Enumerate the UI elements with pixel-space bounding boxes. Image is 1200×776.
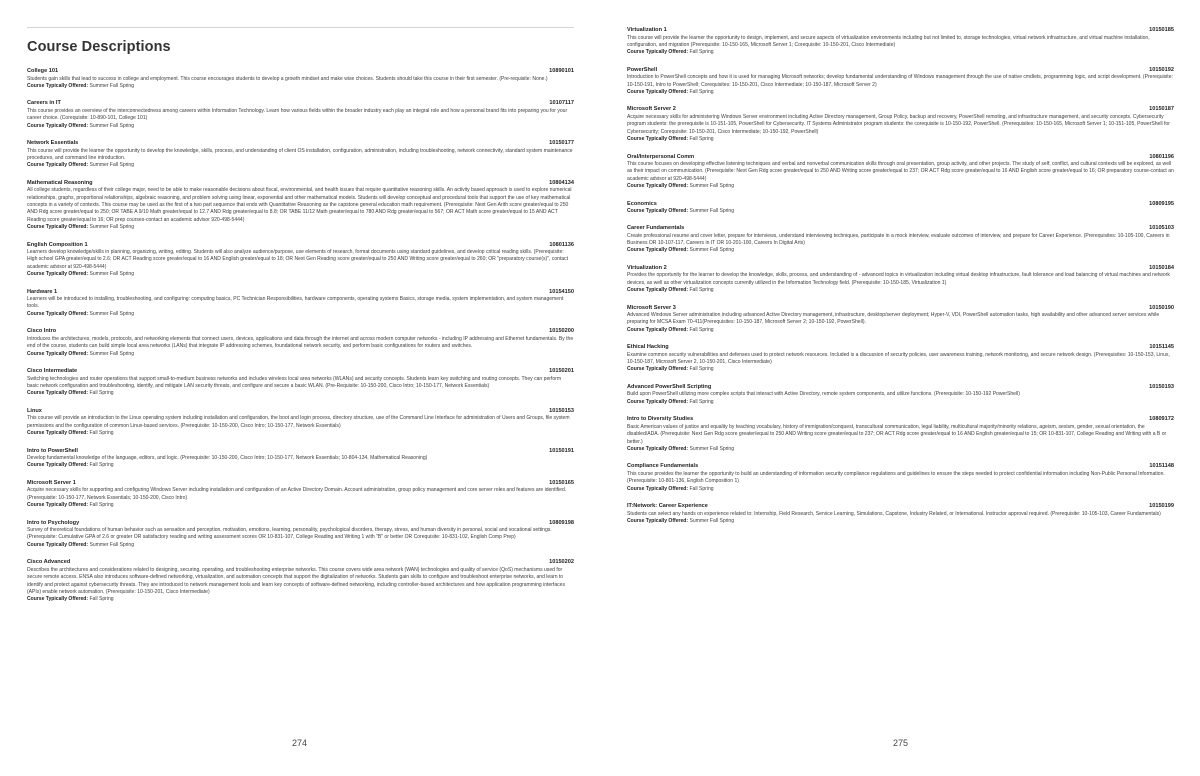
course-name: Cisco Advanced [27,559,71,566]
page-number: 275 [893,738,909,748]
course-entry [627,154,1174,191]
offered-label: Course Typically Offered: [27,350,89,357]
course-description: Learners develop knowledge/skills in planning, organizing, writing, editing. Students will also analyze audience/purpose, use elements of research, format documents using standard guidelines, and develop critical reading skills. (Prerequisite: High school GPA greater/equal to 2.6; OR ACT Reading score greater/equal to 16 AND English greater/equal to 18; OR Next Gen Reading score greater/equal to 250 AND Writing score greater/equal to 260; OR "preparatory course(s)", contact academic advisor at 920-498-5444) [27,249,569,270]
course-name: IT:Network: Career Experience [627,503,708,510]
course-number: 10150177 [549,140,574,147]
course-offered [27,462,574,469]
course-entry [627,344,1174,374]
offered-label: Course Typically Offered: [27,462,89,469]
course-offered [627,486,1174,493]
course-offered [627,89,1174,96]
course-number: 10150201 [549,368,574,375]
course-number: 10150202 [549,559,574,566]
course-entry [627,416,1174,453]
course-heading [627,305,1174,312]
course-list-left [27,68,574,614]
course-number: 10804134 [549,179,574,186]
course-entry [27,140,574,170]
course-description: Create professional resume and cover letter, prepare for interviews, understand interviewing techniques, participate in a mock interview, evaluate outcomes of interview, and prepare for Career Experience. (Prerequisites: 10-105-100, Careers in Business OR 10-107-117, Careers in IT OR 10-201-100, Careers In Digital Arts) [627,232,1170,246]
course-number: 10150193 [1149,383,1174,390]
offered-terms: Summer Fall Spring [89,541,135,548]
course-description: Introduces the architectures, models, protocols, and networking elements that connect users, devices, applications and data through the internet and across modern computer networks - including IP addressing and Ethernet fundamentals. By the end of the course, students can build simple local area networks (LANs) that integrate IP addressing schemes, foundational network security, and perform basic configurations for routers and switches. [27,335,574,350]
course-heading [27,180,574,187]
course-entry [627,67,1174,97]
course-heading [627,344,1174,351]
course-entry [27,328,574,358]
course-heading [27,559,574,566]
offered-label: Course Typically Offered: [627,183,689,190]
course-name: College 101 [27,68,59,74]
course-heading [627,154,1174,161]
course-entry [627,305,1174,335]
course-description: Build upon PowerShell utilizing more complex scripts that interact with Active Directory, remote system components, and utilize functions. (Prerequisite: 10-150-192 PowerShell) [627,391,1020,398]
course-name: Careers in IT [27,100,61,107]
course-heading [627,463,1174,470]
course-number: 10151148 [1149,463,1174,470]
course-description: Acquire necessary skills for administering Windows Server environment including Active Directory management, Group Policy, backup and recovery, PowerShell remoting, and infrastructure management, and security concepts. Cybersecurity program students: the prerequisite is 10-151-105, PowerShell for Cybersecurity. IT Systems Administrator program students: the corequisite is 10-150-192, PowerShell. (Prerequisites: 10-150-165, Microsoft Server 1; 10-151-105, PowerShell for Cybersecurity; Corequisite: 10-150-201, Cisco Intermediate; 10-150-192, PowerShell) [627,113,1170,135]
offered-label: Course Typically Offered: [27,502,89,509]
course-heading [627,265,1174,272]
course-description: Advanced Windows Server administration including advanced Active Directory management, infrastructure, desktop/server deployment; Hyper-V, VDI, PowerShell automation tasks, high availability and other advanced server services while preparing for MCSA Exam 70-411(Prerequisites: 10-150-187, Microsoft Server 2; 10-150-192, PowerShell). [627,312,1160,326]
offered-terms: Fall Spring [689,485,714,492]
course-entry [627,503,1174,525]
course-name: Virtualization 1 [627,27,667,33]
course-description: This course focuses on developing effective listening techniques and verbal and nonverbal communication skills through oral presentation, group activity, and other projects. The study of self, conflict, and cultural contexts will be explored, as well as their impact on communication. (Prerequisite: Next Gen Rdg score greater/equal to 250 AND Writing score greater/equal to 237; OR ACT Rdg score greater/equal to 16 AND English score greater/equal to 16; OR preparatory course-contact an academic advisor at 920-498-5444) [627,161,1174,182]
course-heading [627,201,1174,208]
course-name: Advanced PowerShell Scripting [627,383,712,390]
course-offered [627,208,1174,215]
course-number: 10150191 [549,447,574,454]
course-heading [27,520,574,527]
offered-terms: Fall Spring [689,366,714,373]
offered-terms: Fall Spring [689,326,714,333]
course-name: English Composition 1 [27,241,88,248]
course-number: 10150199 [1149,503,1174,510]
course-description: Students can select any hands on experience related to: Internship, Field Research, Service Learning, Simulations, Capstone, Industry Related, or International. Instructor approval required. (Prerequisite: 10-105-103, Career Fundamentals) [627,510,1161,517]
offered-terms: Summer Fall Spring [689,207,735,214]
course-entry [627,225,1174,255]
course-number: 10150200 [549,328,574,335]
course-name: Oral/Interpersonal Comm [627,153,695,160]
offered-terms: Summer Fall Spring [689,247,735,254]
course-entry [27,289,574,319]
course-number: 10150184 [1149,264,1174,271]
course-name: Intro to Diversity Studies [627,416,694,423]
offered-label: Course Typically Offered: [27,82,89,89]
course-offered [627,136,1174,143]
course-heading [27,368,574,375]
course-offered [627,366,1174,373]
course-heading [27,328,574,335]
course-heading [27,480,574,487]
course-entry [27,448,574,470]
course-heading [27,140,574,147]
course-offered [627,327,1174,334]
offered-terms: Fall Spring [689,88,714,95]
offered-label: Course Typically Offered: [627,247,689,254]
course-name: Network Essentials [27,140,79,147]
course-heading [27,100,574,107]
course-name: Cisco Intermediate [27,368,78,375]
course-name: Ethical Hacking [627,344,669,351]
offered-label: Course Typically Offered: [27,122,89,129]
course-number: 10801196 [1149,153,1174,160]
course-offered [27,351,574,358]
course-name: PowerShell [627,66,658,73]
course-name: Microsoft Server 3 [627,304,676,311]
course-description: Describes the architectures and considerations related to designing, securing, operating, and troubleshooting enterprise networks. This course covers wide area network (WAN) technologies and quality of service (QoS) mechanisms used for secure remote access. ENSA also introduces software-defined networking, virtualization, and automation concepts that support the digitalization of networks. Students gain skills to configure and troubleshoot enterprise networks, and learn to identify and protect against cybersecurity threats. They are introduced to network management tools and learn key concepts of software-defined networking, including controller-based architectures and how application programming interfaces (APIs) enable network automation. (Prerequisite: 10-150-201, Cisco Intermediate) [27,566,565,595]
course-number: 10150153 [549,407,574,414]
course-entry [627,27,1174,57]
offered-label: Course Typically Offered: [27,271,89,278]
offered-label: Course Typically Offered: [27,310,89,317]
course-number: 10150192 [1149,66,1174,73]
offered-label: Course Typically Offered: [27,596,89,603]
offered-label: Course Typically Offered: [627,88,689,95]
offered-terms: Summer Fall Spring [689,445,735,452]
course-heading [27,289,574,296]
course-description: This course will provide the learner the opportunity to design, implement, and secure aspects of virtualization environments including but not limited to, storage technologies, virtual network infrastructure, and virtual machine installation, configuration, and migration (Prerequisite: 10-150-165, Microsoft Server 1; Corequisite: 10-150-201, Cisco Intermediate) [627,34,1150,48]
course-offered [27,390,574,397]
course-number: 10801136 [549,241,574,248]
course-entry [27,559,574,603]
course-offered [27,83,574,90]
course-offered [627,49,1174,56]
course-number: 10154150 [549,288,574,295]
course-description: Examine common security vulnerabilities and defenses used to protect network resources. Included is a discussion of security policies, user awareness training, network monitoring, and secure network design. (Prerequisites: 10-150-153, Linux, 10-150-187, Microsoft Server 2, 10-150-201, Cisco Intermediate) [627,351,1170,366]
course-entry [627,106,1174,143]
offered-terms: Summer Fall Spring [89,82,135,89]
offered-terms: Fall Spring [89,596,114,603]
offered-terms: Summer Fall Spring [89,310,135,317]
course-name: Career Fundamentals [627,225,685,232]
page-number: 274 [292,738,308,748]
course-description: This course provides the learner the opportunity to build an understanding of information security compliance regulations and guidelines to ensure the steps needed to protect confidential information including Non-Public Personal Information. (Prerequisite: 10-801-136, English Composition 1) [627,470,1165,485]
course-heading [627,384,1174,391]
course-description: This course will provide an introduction to the Linux operating system including installation and configuration, the boot and login process, directory structure, use of the Command Line Interface for administration of Users and Groups, file system permissions and the configuration of common Linux-based services. (Prerequisite: 10-150-200, Cisco Intro; 10-150-177, Network Essentials) [27,415,570,429]
course-entry [27,100,574,130]
course-offered [27,123,574,130]
course-description: Basic American values of justice and equality by teaching vocabulary, history of immigration/conquest, transcultural communication, legal liability, multicultural majority/minority relations, ageism, sexism, gender, sexual orientation, the disabled/ADA. (Prerequisite: Next Gen Rdg score greater/equal to 250 AND Writing score greater/equal to 237; OR ACT Rdg score greater/equal to 16 AND English greater/equal to 15; OR 10-831-107, College Reading and Writing with a B or better.) [627,423,1167,445]
course-description: Introduction to PowerShell concepts and how it is used for managing Microsoft networks; develop fundamental understanding of Windows management through the use of native cmdlets, programming logic, and script development. (Prerequisite: 10-150-191, Intro to PowerShell; Corequisites: 10-150-201, Cisco Intermediate; 10-150-187, Microsoft Server 2) [627,74,1173,88]
course-name: Intro to Psychology [27,519,80,526]
course-description: This course will provide the learner the opportunity to develop the knowledge, skills, process, and understanding of client OS installation, configuration, administration, including troubleshooting, network connectivity, standard system maintenance procedures, and command line introduction. [27,147,573,161]
course-offered [627,446,1174,453]
offered-terms: Fall Spring [689,135,714,142]
offered-label: Course Typically Offered: [627,287,689,293]
offered-label: Course Typically Offered: [627,366,689,373]
course-heading [627,67,1174,74]
offered-label: Course Typically Offered: [627,445,689,452]
course-entry [27,480,574,510]
offered-label: Course Typically Offered: [27,224,89,231]
course-offered [27,430,574,437]
course-number: 10150190 [1149,304,1174,311]
course-description: Students gain skills that lead to success in college and employment. This course encourages students to develop a growth mindset and make wise choices. Students should take this course in their first semester. (Pre-requisite: None.) [27,75,548,82]
course-description: Learners will be introduced to installing, troubleshooting, and configuring: computing basics, PC Technician Responsibilities, hardware components, operating systems Basics, storage media, system implementation, and system management tools. [27,296,564,310]
course-heading [627,106,1174,113]
course-heading [27,242,574,249]
course-number: 10809195 [1149,200,1174,207]
course-name: Economics [627,200,657,207]
offered-label: Course Typically Offered: [627,398,689,405]
course-name: Microsoft Server 1 [27,479,76,486]
offered-label: Course Typically Offered: [627,485,689,492]
offered-label: Course Typically Offered: [627,326,689,333]
offered-terms: Fall Spring [89,390,114,397]
course-offered [27,224,574,231]
course-offered [27,271,574,278]
course-entry [627,384,1174,406]
course-offered [27,542,574,549]
course-entry [27,180,574,232]
offered-label: Course Typically Offered: [627,517,689,524]
course-heading [627,416,1174,423]
course-number: 10150185 [1149,27,1174,33]
course-offered [627,183,1174,190]
offered-terms: Summer Fall Spring [89,350,135,357]
course-number: 10890101 [549,68,574,74]
course-description: Develop fundamental knowledge of the language, editors, and logic. (Prerequisite: 10-150-200, Cisco Intro; 10-150-177, Network Essentials; 10-804-134, Mathematical Reasoning) [27,455,428,461]
offered-terms: Summer Fall Spring [689,517,735,524]
course-name: Linux [27,407,42,414]
course-offered [627,287,1174,294]
offered-label: Course Typically Offered: [27,429,89,436]
course-name: Virtualization 2 [627,264,667,271]
offered-label: Course Typically Offered: [27,162,89,169]
course-heading [627,503,1174,510]
course-number: 10150187 [1149,106,1174,113]
offered-terms: Fall Spring [689,287,714,293]
course-entry [627,463,1174,493]
offered-label: Course Typically Offered: [27,541,89,548]
offered-terms: Fall Spring [89,462,114,469]
course-entry [27,68,574,90]
offered-terms: Fall Spring [89,502,114,509]
course-offered [27,311,574,318]
course-number: 10809198 [549,519,574,526]
offered-terms: Summer Fall Spring [89,224,135,231]
course-name: Mathematical Reasoning [27,179,93,186]
course-offered [627,399,1174,406]
offered-label: Course Typically Offered: [627,135,689,142]
course-name: Compliance Fundamentals [627,463,699,470]
offered-terms: Summer Fall Spring [89,162,135,169]
course-entry [27,520,574,550]
course-description: This course provides an overview of the interconnectedness among careers within Information Technology. Learn how various fields within the broader industry each play an integral role and how a personal brand fits into preparing you for your career choice. (Corequisite: 10-890-101, College 101) [27,107,568,122]
course-heading [27,68,574,75]
offered-terms: Summer Fall Spring [89,271,135,278]
course-description: Survey of theoretical foundations of human behavior such as sensation and perception, motivation, emotions, learning, personality, psychological disorders, therapy, stress, and human diversity in personal, social and vocational settings. (Prerequisite: Cumulative GPA of 2.6 or greater OR satisfactory reading and writing assessment scores OR 10-831-107, College Reading and Writing 1 with "B" or better OR Corequisite: 10-831-102, English Comp Prep) [27,527,552,541]
offered-terms: Summer Fall Spring [689,183,735,190]
page-title: Course Descriptions [27,39,171,55]
course-description: Provides the opportunity for the learner to develop the knowledge, skills, process, and understanding of - advanced topics in virtualization including virtual desktop infrastructure, fault tolerance and load balancing of virtual machines and network devices, as well as other virtualization concepts currently utilized in the Information Technology field. (Prerequisite: 10-150-185, Virtualization 1) [627,272,1170,286]
course-description: All college students, regardless of their college major, need to be able to make reasonable decisions about fiscal, environmental, and health issues that require quantitative reasoning skills. An activity based approach is used to explore numerical relationships, graphs, proportional relationships, algebraic reasoning, and problem solving using linear, exponential and other mathematical models. Students will develop conceptual and procedural tools that support the use of key mathematical concepts in a variety of contexts. This course may be used as the first of a two part sequence that ends with Quantitative Reasoning as the capstone general education math requirement. (Prerequisite: Next Gen Arith score greater/equal to 250 AND Rdg score greater/equal to 250; OR TABE A 9/10 Math greater/equal to 12.7 AND Rdg greater/equal to 8.8; OR TABE 11/12 Math greater/equal to 780 AND Rdg greater/equal to 567; OR ACT Math score greater/equal to 15 AND ACT Reading score greater/equal to 16; OR prep courses-contact an academic advisor 920-498-5444) [27,187,572,223]
top-divider [27,27,574,28]
course-heading [27,448,574,455]
course-heading [627,27,1174,34]
course-offered [27,162,574,169]
offered-terms: Fall Spring [89,429,114,436]
course-heading [627,225,1174,232]
offered-terms: Fall Spring [689,49,714,56]
course-number: 10107117 [549,100,574,107]
course-entry [27,368,574,398]
course-description: Switching technologies and router operations that support small-to-medium business networks and includes wireless local area networks (WLANs) and security concepts. Students learn key switching and routing concepts. They can perform basic network configuration and troubleshooting, identify, and mitigate LAN security threats, and configure and secure a basic WLAN. (Pre-Requisite: 10-150-200, Cisco Intro; 10-150-177, Network Essentials) [27,375,562,389]
offered-terms: Fall Spring [689,398,714,405]
right-page [600,0,1200,776]
course-number: 10809172 [1149,416,1174,423]
course-offered [27,502,574,509]
course-number: 10105103 [1149,225,1174,232]
offered-label: Course Typically Offered: [27,390,89,397]
offered-label: Course Typically Offered: [627,207,689,214]
course-entry [27,242,574,279]
course-entry [27,408,574,438]
course-number: 10151145 [1149,344,1174,351]
course-name: Intro to PowerShell [27,447,78,454]
course-name: Cisco Intro [27,328,57,335]
course-number: 10150165 [549,479,574,486]
offered-label: Course Typically Offered: [627,49,689,56]
offered-terms: Summer Fall Spring [89,122,135,129]
course-name: Microsoft Server 2 [627,106,676,113]
course-name: Hardware 1 [27,288,58,295]
course-offered [27,596,574,603]
course-entry [627,201,1174,215]
course-list-right [627,27,1174,536]
course-description: Acquire necessary skills for supporting and configuring Windows Server including installation and configuration of an Active Directory Domain. Account administration, group policy management and core server roles and features are identified. (Prerequisite: 10-150-177, Network Essentials; 10-150-200, Cisco Intro) [27,487,567,501]
course-heading [27,408,574,415]
course-offered [627,247,1174,254]
course-entry [627,265,1174,295]
course-offered [627,518,1174,525]
